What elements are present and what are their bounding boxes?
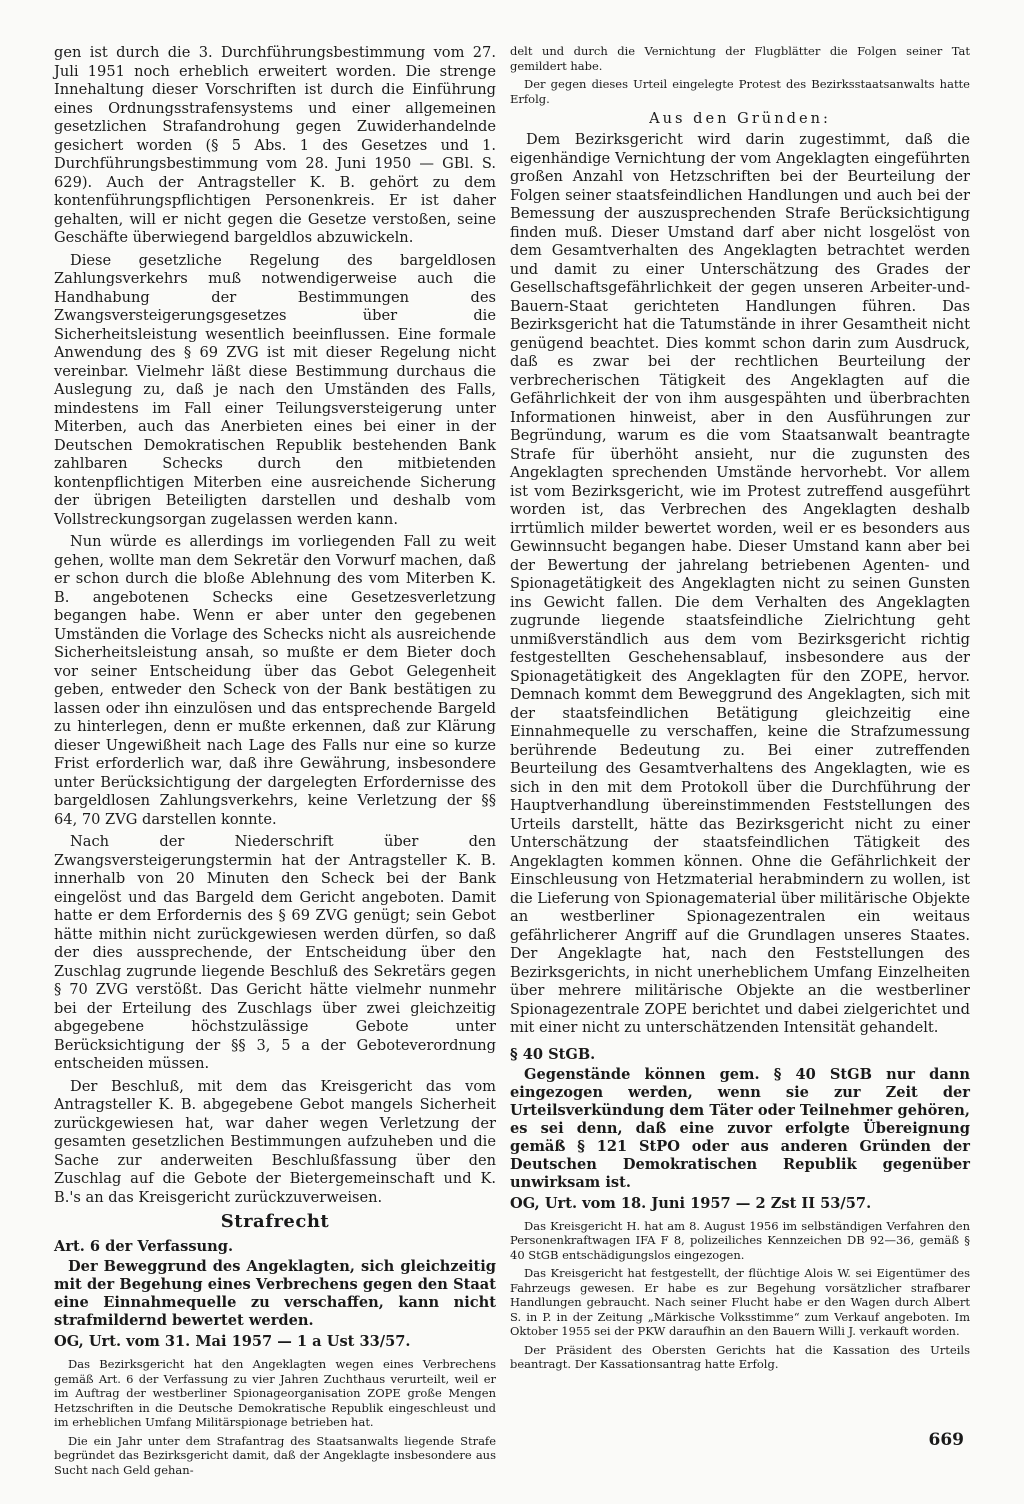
headnote: Gegenstände können gem. § 40 StGB nur dann eingezogen werden, wenn sie zur Zeit der Urteilsverkündung dem Täter oder Teilnehmer gehören, es sei denn, daß eine zuvor erfolgte Übereignung gemäß § 121 StPO oder aus anderen Gründen der Deutschen Demokratischen Republik gegenüber unwirksam ist. bbox=[510, 1065, 970, 1191]
case-facts-paragraph: Das Kreisgericht hat festgestellt, der flüchtige Alois W. sei Eigentümer des Fahrzeugs gewesen. Er habe es zur Begehung vorsätzlicher strafbarer Handlungen gebraucht. Nach seiner Flucht habe er den Wagen durch Albert S. in P. in der Zeitung „Märkische Volksstimme“ zum Verkauf angeboten. Im Oktober 1955 sei der PKW daraufhin an den Bauern Willi J. verkauft worden. bbox=[510, 1266, 970, 1338]
case-reference: OG, Urt. vom 31. Mai 1957 — 1 a Ust 33/57. bbox=[54, 1333, 411, 1350]
left-column bbox=[54, 44, 496, 1481]
article-reference: Art. 6 der Verfassung. bbox=[54, 1238, 234, 1255]
case-facts-paragraph: Die ein Jahr unter dem Strafantrag des Staatsanwalts liegende Strafe begründet das Bezirksgericht damit, daß der Angeklagte insbesondere aus Sucht nach Geld gehan- bbox=[54, 1433, 496, 1477]
case-reference: OG, Urt. vom 18. Juni 1957 — 2 Zst II 53/57. bbox=[510, 1194, 872, 1212]
case-facts-paragraph: Der gegen dieses Urteil eingelegte Protest des Bezirksstaatsanwalts hatte Erfolg. bbox=[510, 77, 970, 106]
reasons-heading: Aus den Gründen: bbox=[649, 110, 831, 127]
case-facts-paragraph: Das Bezirksgericht hat den Angeklagten wegen eines Verbrechens gemäß Art. 6 der Verfassung zu vier Jahren Zuchthaus verurteilt, weil er im Auftrag der westberliner Spionageorganisation ZOPE große Mengen Hetzschriften in die Deutsche Demokratische Republik eingeschleust und im erheblichen Umfang Militärspionage betrieben hat. bbox=[54, 1357, 496, 1429]
paragraph: Nach der Niederschrift über den Zwangsversteigerungstermin hat der Antragsteller K. B. innerhalb von 20 Minuten den Scheck bei der Bank eingelöst und das Bargeld dem Gericht angeboten. Damit hatte er dem Erfordernis des § 69 ZVG genügt; sein Gebot hätte mithin nicht zurückgewiesen werden dürfen, so daß der dies aussprechende, der Entscheidung über den Zuschlag zugrunde liegende Beschluß des Sekretärs gegen § 70 ZVG verstößt. Das Gericht hätte vielmehr nunmehr bei der Erteilung des Zuschlags über zwei gleichzeitig abgegebene höchstzulässige Gebote unter Berücksichtigung der §§ 3, 5 a der Geboteverordnung entscheiden müssen. bbox=[54, 833, 496, 1072]
case-facts-paragraph: Der Präsident des Obersten Gerichts hat die Kassation des Urteils beantragt. Der Kassationsantrag hatte Erfolg. bbox=[510, 1342, 970, 1371]
headnote: Der Beweggrund des Angeklagten, sich gleichzeitig mit der Begehung eines Verbrechens gegen den Staat eine Einnahmequelle zu verschaffen, kann nicht strafmildernd bewertet werden. bbox=[54, 1258, 496, 1329]
section-title: Strafrecht bbox=[220, 1211, 330, 1232]
paragraph: Nun würde es allerdings im vorliegenden Fall zu weit gehen, wollte man dem Sekretär den Vorwurf machen, daß er schon durch die bloße Ablehnung des vom Miterben K. B. angebotenen Schecks eine Gesetzesverletzung begangen habe. Wenn er aber unter den gegebenen Umständen die Vorlage des Schecks nicht als ausreichende Sicherheitsleistung ansah, so mußte er dem Bieter doch vor seiner Entscheidung über das Gebot Gelegenheit geben, entweder den Scheck von der Bank bestätigen zu lassen oder ihn einzulösen und das entsprechende Bargeld zu hinterlegen, denn er mußte erkennen, daß zur Klärung dieser Ungewißheit nach Lage des Falls nur eine so kurze Frist erforderlich war, daß ihre Gewährung, insbesondere unter Berücksichtigung der dargelegten Erfordernisse des bargeldlosen Zahlungsverkehrs, keine Verletzung der §§ 64, 70 ZVG darstellen konnte. bbox=[54, 533, 496, 828]
paragraph: gen ist durch die 3. Durchführungsbestimmung vom 27. Juli 1951 noch erheblich erweitert worden. Die strenge Innehaltung dieser Vorschriften ist durch die Einführung eines Ordnungsstrafensystems und einer allgemeinen gesetzlichen Strafandrohung gegen Zuwiderhandelnde gesichert worden (§ 5 Abs. 1 des Gesetzes und 1. Durchführungsbestimmung vom 28. Juni 1950 — GBl. S. 629). Auch der Antragsteller K. B. gehört zu dem kontenführungspflichtigen Personenkreis. Er ist daher gehalten, will er nicht gegen die Gesetze verstoßen, seine Geschäfte überwiegend bargeldlos abzuwickeln. bbox=[54, 44, 496, 246]
article-reference: § 40 StGB. bbox=[510, 1045, 596, 1063]
paragraph: Diese gesetzliche Regelung des bargeldlosen Zahlungsverkehrs muß notwendigerweise auch die Handhabung der Bestimmungen des Zwangsversteigerungsgesetzes über die Sicherheitsleistung wesentlich beeinflussen. Eine formale Anwendung des § 69 ZVG ist mit dieser Regelung nicht vereinbar. Vielmehr läßt diese Bestimmung durchaus die Auslegung zu, daß je nach den Umständen des Falls, mindestens im Fall einer Teilungsversteigerung unter Miterben, auch das Anerbieten eines bei einer in der Deutschen Demokratischen Republik bestehenden Bank zahlbaren Schecks durch den mitbietenden kontenpflichtigen Miterben eine ausreichende Sicherung der übrigen Beteiligten darstellen und deshalb vom Vollstreckungsorgan zugelassen werden kann. bbox=[54, 251, 496, 528]
case-facts-paragraph: Das Kreisgericht H. hat am 8. August 1956 im selbständigen Verfahren den Personenkraftwagen IFA F 8, polizeiliches Kennzeichen DB 92—36, gemäß § 40 StGB entschädigungslos eingezogen. bbox=[510, 1218, 970, 1262]
reasons-paragraph: Dem Bezirksgericht wird darin zugestimmt, daß die eigenhändige Vernichtung der vom Angeklagten eingeführten großen Anzahl von Hetzschriften bei der Beurteilung der Folgen seiner staatsfeindlichen Handlungen und auch bei der Bemessung der auszusprechenden Strafe Berücksichtigung finden muß. Dieser Umstand darf aber nicht losgelöst von dem Gesamtverhalten des Angeklagten betrachtet werden und damit zu einer Unterschätzung des Grades der Gesellschaftsgefährlichkeit der gegen unseren Arbeiter-und-Bauern-Staat gerichteten Handlungen führen. Das Bezirksgericht hat die Tatumstände in ihrer Gesamtheit nicht genügend beachtet. Dies kommt schon darin zum Ausdruck, daß es zwar bei der rechtlichen Beurteilung der verbrecherischen Tätigkeit des Angeklagten auf die Gefährlichkeit der von ihm ausgespähten und überbrachten Informationen hinweist, aber in den Ausführungen zur Begründung, warum es die vom Staatsanwalt beantragte Strafe für überhöht ansieht, nur die zugunsten des Angeklagten sprechenden Umstände hervorhebt. Vor allem ist vom Bezirksgericht, wie im Protest zutreffend ausgeführt worden ist, das Verbrechen des Angeklagten deshalb irrtümlich milder bewertet worden, weil er es besonders aus Gewinnsucht begangen habe. Dieser Umstand kann aber bei der Bewertung der jahrelang betriebenen Agenten- und Spionagetätigkeit des Angeklagten nicht zu seinen Gunsten ins Gewicht fallen. Die dem Verhalten des Angeklagten zugrunde liegende staatsfeindliche Zielrichtung geht unmißverständlich aus dem vom Bezirksgericht richtig festgestellten Geschehensablauf, insbesondere aus der Spionagetätigkeit des Angeklagten für den ZOPE, hervor. Demnach kommt dem Beweggrund des Angeklagten, sich mit der staatsfeindlichen Betätigung gleichzeitig eine Einnahmequelle zu verschaffen, keine die Strafzumessung berührende Bedeutung zu. Bei einer zutreffenden Beurteilung des Gesamtverhaltens des Angeklagten, wie es sich in den mit dem Protokoll über die Durchführung der Hauptverhandlung übereinstimmenden Feststellungen des Urteils darstellt, hätte das Bezirksgericht nicht zu einer Unterschätzung der staatsfeindlichen Tätigkeit des Angeklagten kommen können. Ohne die Gefährlichkeit der Einschleusung von Hetzmaterial herabmindern zu wollen, ist die Lieferung von Spionagematerial über militärische Objekte an westberliner Spionagezentralen ein weitaus gefährlicherer Angriff auf die Grundlagen unseres Staates. Der Angeklagte hat, nach den Feststellungen des Bezirksgerichts, in nicht unerheblichem Umfang Einzelheiten über mehrere militärische Objekte an die westberliner Spionagezentrale ZOPE berichtet und dabei zielgerichtet und mit einer nicht zu unterschätzenden Intensität gehandelt. bbox=[510, 131, 970, 1036]
paragraph: Der Beschluß, mit dem das Kreisgericht das vom Antragsteller K. B. abgegebene Gebot mangels Sicherheit zurückgewiesen hat, war daher wegen Verletzung der gesamten gesetzlichen Bestimmungen aufzuheben und die Sache zur anderweiten Beschlußfassung über den Zuschlag auf die Gebote der Bietergemeinschaft und K. B.'s an das Kreisgericht zurückzuverweisen. bbox=[54, 1077, 496, 1206]
right-column bbox=[510, 44, 970, 1376]
case-facts-paragraph: delt und durch die Vernichtung der Flugblätter die Folgen seiner Tat gemildert habe. bbox=[510, 44, 970, 73]
page-number: 669 bbox=[928, 1430, 964, 1450]
